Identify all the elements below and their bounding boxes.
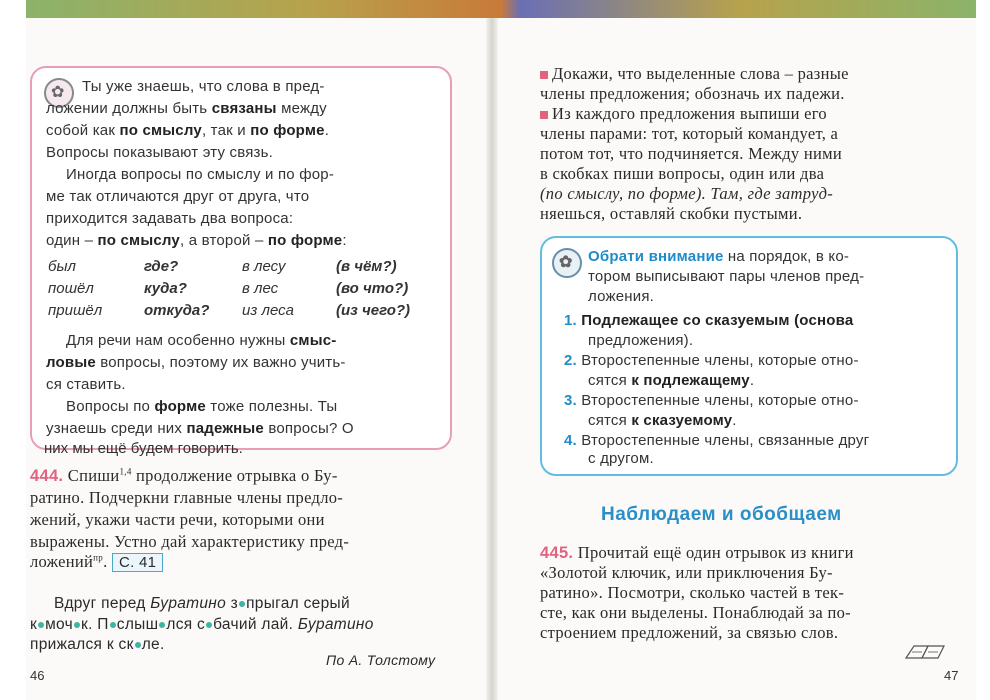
mascot-icon: ✿: [552, 248, 582, 278]
intro-line-7: (по смыслу, по форме). Там, где затруд-: [540, 184, 834, 203]
intro-line-2: члены предложения; обозначь их падежи.: [540, 84, 845, 103]
task-number: 444.: [30, 467, 64, 485]
intro-line-4: члены парами: тот, который командует, а: [540, 124, 839, 143]
excerpt-line-1: Вдруг перед Буратино з прыгал серый: [54, 595, 350, 612]
rule-line-11: ся ставить.: [46, 376, 126, 393]
task-445-line-1: 445. Прочитай ещё один отрывок из книги: [540, 543, 854, 562]
example-question-meaning: где?: [144, 258, 179, 275]
rule-line-4: Вопросы показывают эту связь.: [46, 144, 274, 161]
intro-line-3: Из каждого предложения выпиши его: [540, 104, 827, 124]
task-444-line-2: ратино. Подчеркни главные члены предло-: [30, 488, 344, 507]
page-number-right: 47: [944, 668, 959, 683]
book-gutter: [486, 18, 498, 700]
rule-box: [30, 66, 452, 450]
task-444-line-4: выражены. Устно дай характеристику пред-: [30, 532, 350, 551]
attention-item-2-cont: сятся к подлежащему.: [588, 372, 755, 389]
example-verb: был: [48, 258, 76, 275]
rule-line-2: ложении должны быть связаны между: [46, 100, 327, 117]
excerpt-line-3: прижался к ск ле.: [30, 636, 165, 653]
rule-line-7: приходится задавать два вопроса:: [46, 210, 294, 227]
missing-letter-dot: [38, 622, 44, 628]
rule-line-5: Иногда вопросы по смыслу и по фор-: [66, 166, 335, 183]
attention-item-4: 4. Второстепенные члены, связанные друг: [564, 432, 870, 449]
example-question-form: (во что?): [336, 280, 409, 297]
example-noun: в лесу: [242, 258, 286, 275]
rule-line-12: Вопросы по форме тоже полезны. Ты: [66, 398, 338, 415]
rule-line-13: узнаешь среди них падежные вопросы? О: [46, 420, 354, 437]
missing-letter-dot: [159, 622, 165, 628]
missing-letter-dot: [74, 622, 80, 628]
rule-line-1: Ты уже знаешь, что слова в пред-: [82, 78, 325, 95]
mascot-icon: ✿: [44, 78, 74, 108]
attention-line-1: Обрати внимание на порядок, в ко-: [588, 248, 850, 265]
intro-line-5: потом тот, что подчиняется. Между ними: [540, 144, 842, 163]
task-444-line-1: 444. Спиши$^{1,4}$ продолжение отрывка о Бу-: [30, 466, 338, 485]
missing-letter-dot: [239, 601, 245, 607]
attention-item-1: 1. Подлежащее со сказуемым (основа: [564, 312, 854, 329]
rule-line-6: ме так отличаются друг от друга, что: [46, 188, 310, 205]
task-445-line-5: строением предложений, за связью слов.: [540, 623, 839, 642]
rule-line-8: один – по смыслу, а второй – по форме:: [46, 232, 347, 249]
example-verb: пришёл: [48, 302, 103, 319]
rule-line-3: собой как по смыслу, так и по форме.: [46, 122, 330, 139]
example-noun: из леса: [242, 302, 294, 319]
intro-line-1: Докажи, что выделенные слова – разные: [540, 64, 849, 84]
excerpt-author: По А. Толстому: [326, 652, 436, 668]
missing-letter-dot: [110, 622, 116, 628]
example-question-meaning: откуда?: [144, 302, 210, 319]
missing-letter-dot: [206, 622, 212, 628]
attention-item-4-cont: с другом.: [588, 450, 654, 467]
top-color-strip: [26, 0, 976, 18]
intro-line-8: няешься, оставляй скобки пустыми.: [540, 204, 803, 223]
attention-item-3: 3. Второстепенные члены, которые отно-: [564, 392, 859, 409]
attention-item-3-cont: сятся к сказуемому.: [588, 412, 737, 429]
example-row: [48, 258, 438, 278]
bullet-icon: [540, 71, 548, 79]
task-number: 445.: [540, 544, 574, 562]
missing-letter-dot: [135, 642, 141, 648]
task-445-line-4: сте, как они выделены. Понаблюдай за по-: [540, 603, 851, 622]
example-verb: пошёл: [48, 280, 94, 297]
attention-box: [540, 236, 958, 476]
attention-line-3: ложения.: [588, 288, 655, 305]
task-445-line-3: ратино». Посмотри, сколько частей в тек-: [540, 583, 845, 602]
task-444-line-3: жений, укажи части речи, которыми они: [30, 510, 325, 529]
example-question-form: (в чём?): [336, 258, 397, 275]
example-noun: в лес: [242, 280, 279, 297]
page-reference-badge: С. 41: [112, 553, 163, 572]
example-row: [48, 280, 438, 300]
attention-item-1-cont: предложения).: [588, 332, 694, 349]
excerpt-line-2: к моч к. П слыш лся с бачий лай. Буратино: [30, 616, 374, 633]
task-444-line-5: ложений$^{пр}$. С. 41: [30, 552, 163, 572]
intro-line-6: в скобках пиши вопросы, один или два: [540, 164, 825, 183]
rule-line-14: них мы ещё будем говорить.: [44, 440, 243, 457]
attention-line-2: тором выписывают пары членов пред-: [588, 268, 865, 285]
rule-line-10: ловые вопросы, поэтому их важно учить-: [46, 354, 346, 371]
page-number-left: 46: [30, 668, 45, 683]
bullet-icon: [540, 111, 548, 119]
book-icon: [904, 644, 952, 660]
rule-line-9: Для речи нам особенно нужны смыс-: [66, 332, 337, 349]
section-heading: Наблюдаем и обобщаем: [601, 504, 842, 525]
example-question-meaning: куда?: [144, 280, 187, 297]
example-question-form: (из чего?): [336, 302, 411, 319]
task-445-line-2: «Золотой ключик, или приключения Бу-: [540, 563, 833, 582]
example-row: [48, 302, 438, 322]
attention-item-2: 2. Второстепенные члены, которые отно-: [564, 352, 859, 369]
